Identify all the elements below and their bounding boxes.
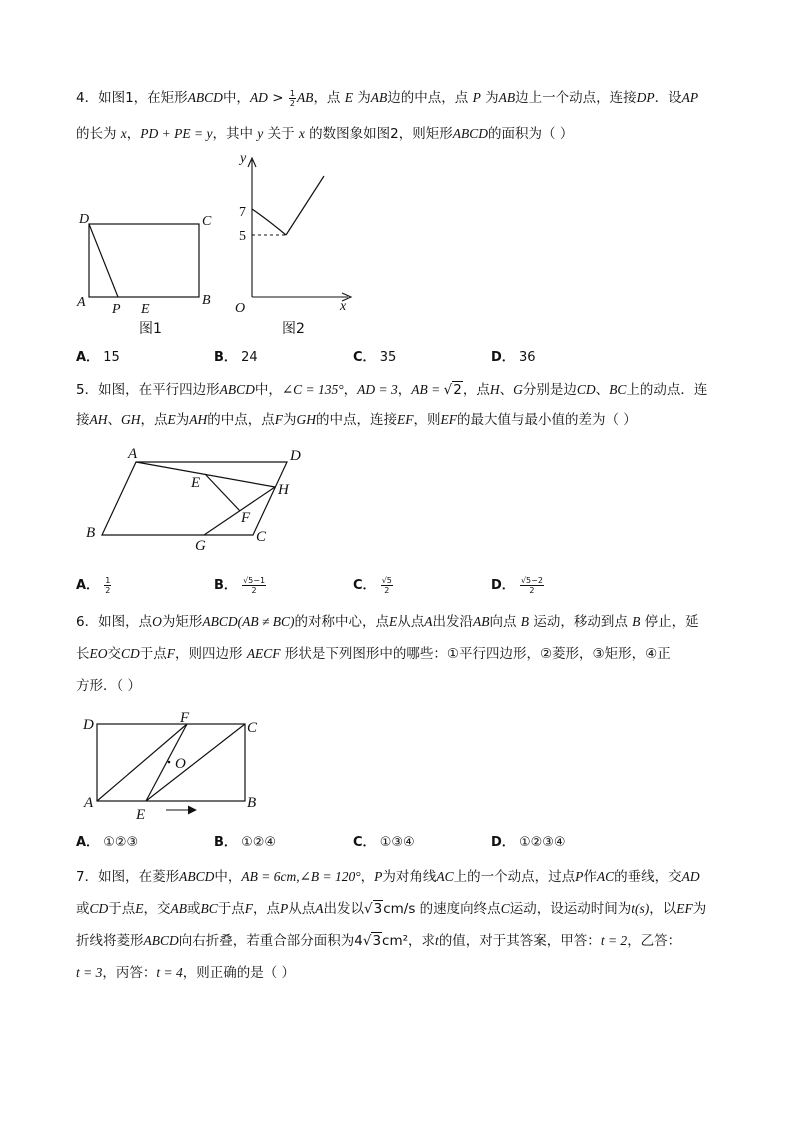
label-d: D xyxy=(290,448,301,464)
sqrt-symbol: √ xyxy=(362,933,372,949)
label-f: F xyxy=(241,510,251,526)
q6-option-b[interactable]: B． ①②④ xyxy=(214,835,277,850)
label-o: O xyxy=(175,756,186,772)
q4-option-a[interactable]: A． 15 xyxy=(76,350,120,365)
question-number: 6． xyxy=(76,614,99,630)
tick-7: 7 xyxy=(239,205,246,220)
label-b: B xyxy=(247,795,257,811)
label-d: D xyxy=(79,212,90,227)
segment-af xyxy=(97,724,187,801)
q4-line-1: 4．如图1，在矩形ABCD中，AD > $\frac{1}{2}$ AB，点 E 为AB边的中点，点 P 为AB边上一个动点，连接DP．设AP xyxy=(76,88,699,108)
q7-line-3: 折线将菱形ABCD向右折叠，若重合部分面积为4√3cm²，求t的值，对于其答案，甲答：t = 2，乙答： xyxy=(76,933,682,949)
axis-label-y: y xyxy=(240,151,247,166)
q4-figure-2 xyxy=(230,150,360,340)
q5-figure xyxy=(80,440,320,555)
label-f: F xyxy=(180,710,190,726)
q6-option-a[interactable]: A． ①②③ xyxy=(76,835,139,850)
label-g: G xyxy=(195,538,206,554)
q6-figure xyxy=(80,708,280,823)
label-e: E xyxy=(136,807,146,823)
label-h: H xyxy=(278,482,289,498)
figure-caption: 图1 xyxy=(139,321,162,337)
label-p: P xyxy=(112,302,121,317)
motion-arrow-head xyxy=(188,806,196,814)
segment-dp xyxy=(89,224,118,297)
label-e: E xyxy=(141,302,150,317)
q6-line-2: 长EO交CD于点F，则四边形 AECF 形状是下列图形中的哪些：①平行四边形，②菱形，③矩形，④正 xyxy=(76,646,671,662)
q5-option-c[interactable]: C． $\frac{√5}{2}$ xyxy=(353,576,392,595)
tick-5: 5 xyxy=(239,229,246,244)
rectangle-abcd xyxy=(89,224,199,297)
q5-option-a[interactable]: A． $\frac{1}{2}$ xyxy=(76,576,111,595)
q7-line-1: 7．如图，在菱形ABCD中，AB = 6cm,∠B = 120°，P为对角线AC上的一个动点，过点P作AC的垂线，交AD xyxy=(76,869,700,885)
rectangle-abcd xyxy=(97,724,245,801)
q7-line-2: 或CD于点E，交AB或BC于点F，点P从点A出发以√3cm/s 的速度向终点C运动，设运动时间为t(s)，以EF为 xyxy=(76,901,707,917)
q4-option-d[interactable]: D． 36 xyxy=(491,350,536,365)
q5-option-d[interactable]: D． $\frac{√5-2}{2}$ xyxy=(491,576,543,595)
sqrt-symbol: √ xyxy=(364,901,373,917)
label-a: A xyxy=(128,446,138,462)
axis-label-x: x xyxy=(340,299,347,314)
question-number: 7． xyxy=(76,869,99,885)
question-number: 4． xyxy=(76,90,99,106)
q7-line-4: t = 3，丙答：t = 4，则正确的是（ ） xyxy=(76,965,296,981)
label-b: B xyxy=(86,525,96,541)
label-e: E xyxy=(191,475,201,491)
label-c: C xyxy=(256,529,267,545)
q6-option-d[interactable]: D． ①②③④ xyxy=(491,835,566,850)
curve-segment xyxy=(252,209,286,235)
label-c: C xyxy=(247,720,258,736)
q4-option-c[interactable]: C． 35 xyxy=(353,350,397,365)
q5-line-2: 接AH、GH，点E为AH的中点，点F为GH的中点，连接EF，则EF的最大值与最小值的差为（ ） xyxy=(76,412,637,428)
q4-figure-1 xyxy=(70,205,220,340)
sqrt-symbol: √ xyxy=(443,382,453,398)
question-number: 5． xyxy=(76,382,99,398)
label-b: B xyxy=(202,293,211,308)
q6-line-3: 方形．（ ） xyxy=(76,678,142,694)
center-point-o xyxy=(168,761,171,764)
origin-label: O xyxy=(235,301,246,316)
q4-line-2: 的长为 x，PD + PE = y，其中 y 关于 x 的数图象如图2，则矩形ABCD的面积为（ ） xyxy=(76,126,574,142)
q4-option-b[interactable]: B． 24 xyxy=(214,350,258,365)
label-d: D xyxy=(83,717,94,733)
q6-line-1: 6．如图，点O为矩形ABCD(AB ≠ BC)的对称中心，点E从点A出发沿AB向点 B 运动，移动到点 B 停止，延 xyxy=(76,614,699,630)
q5-option-b[interactable]: B． $\frac{√5-1}{2}$ xyxy=(214,576,266,595)
line-segment xyxy=(286,176,324,235)
label-c: C xyxy=(202,214,212,229)
figure-caption: 图2 xyxy=(282,321,305,337)
label-a: A xyxy=(84,795,94,811)
segment-ec xyxy=(146,724,245,801)
q6-option-c[interactable]: C． ①③④ xyxy=(353,835,415,850)
label-a: A xyxy=(77,295,86,310)
fraction-one-half: $\frac{1}{2}$ xyxy=(289,88,295,108)
q5-line-1: 5．如图，在平行四边形ABCD中，∠C = 135°，AD = 3，AB = √2，点H、G分别是边CD、BC上的动点．连 xyxy=(76,382,708,398)
